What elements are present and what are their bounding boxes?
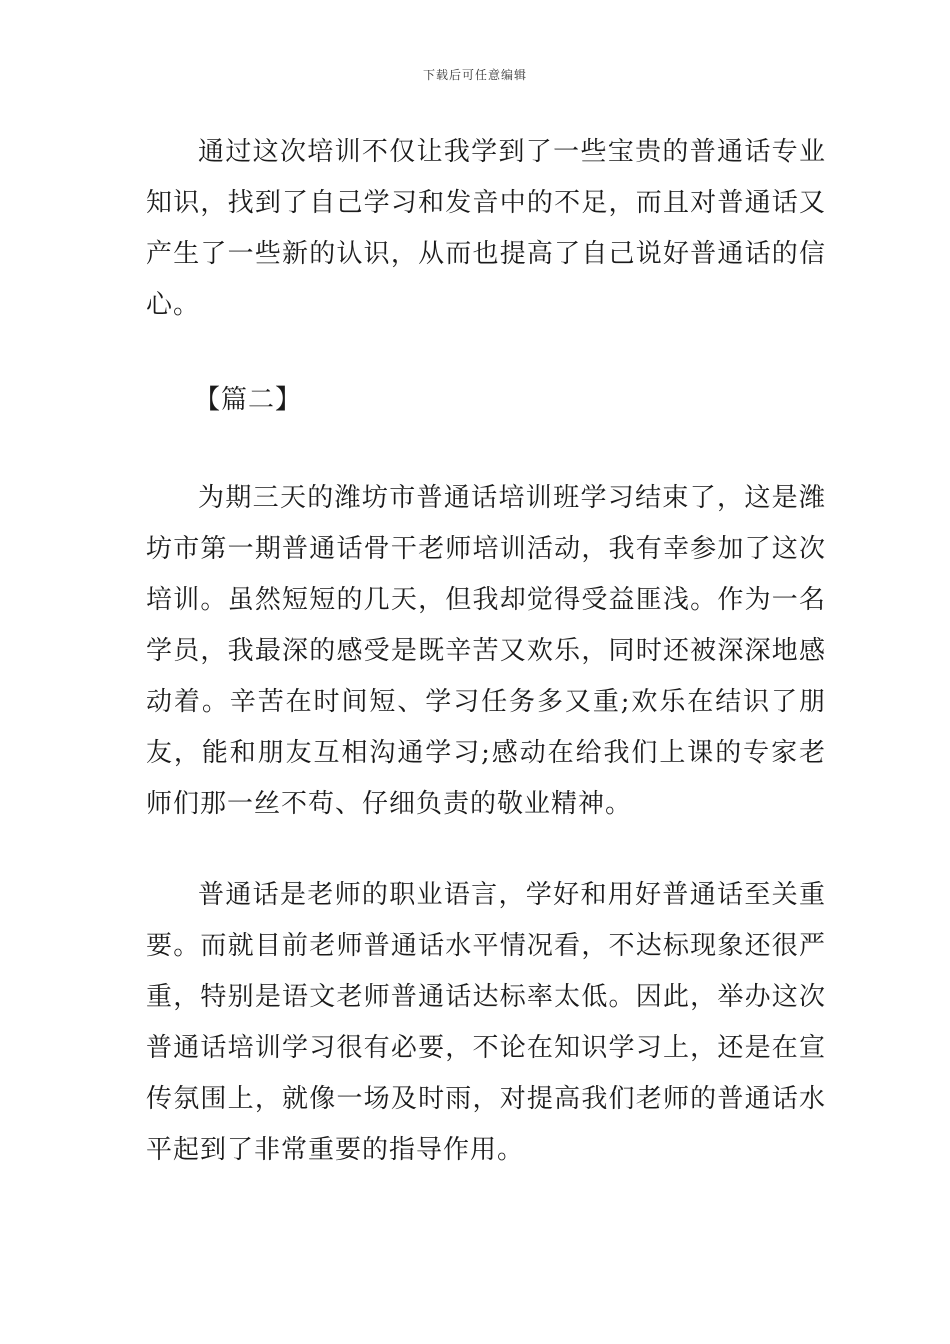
paragraph-3: 普通话是老师的职业语言，学好和用好普通话至关重要。而就目前老师普通话水平情况看，不达标现象还很严重，特别是语文老师普通话达标率太低。因此，举办这次普通话培训学习很有必要，不论在知识学习上，还是在宣传氛围上，就像一场及时雨，对提高我们老师的普通话水平起到了非常重要的指导作用。 [146,880,826,1165]
section-heading: 【篇二】 [194,385,303,415]
paragraph-2: 为期三天的潍坊市普通话培训班学习结束了，这是潍坊市第一期普通话骨干老师培训活动，我有幸参加了这次培训。虽然短短的几天，但我却觉得受益匪浅。作为一名学员，我最深的感受是既辛苦又欢乐，同时还被深深地感动着。辛苦在时间短、学习任务多又重;欢乐在结识了朋友，能和朋友互相沟通学习;感动在给我们上课的专家老师们那一丝不苟、仔细负责的敬业精神。 [146,483,826,819]
paragraph-1: 通过这次培训不仅让我学到了一些宝贵的普通话专业知识，找到了自己学习和发音中的不足，而且对普通话又产生了一些新的认识，从而也提高了自己说好普通话的信心。 [146,137,826,320]
header-note: 下载后可任意编辑 [422,68,527,82]
